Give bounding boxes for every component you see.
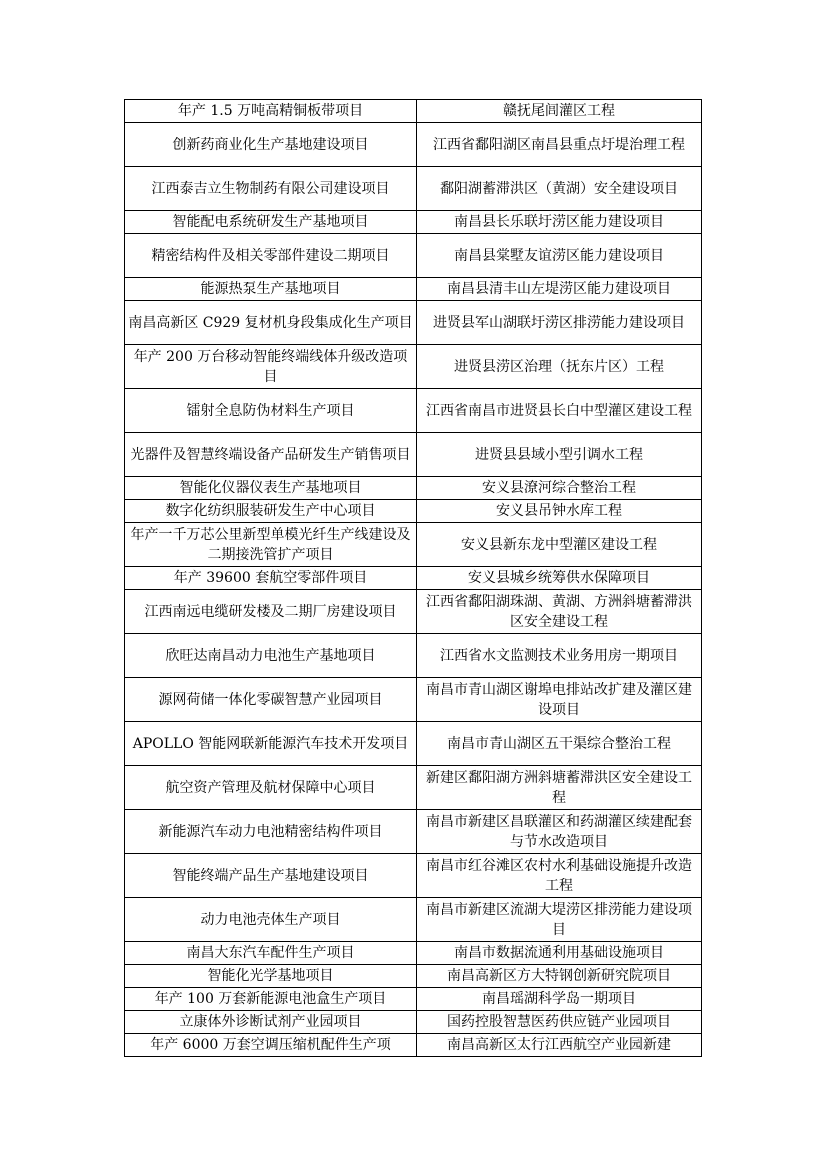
water-project-cell: 南昌县长乐联圩涝区能力建设项目: [417, 211, 702, 234]
water-project-cell: 南昌瑶湖科学岛一期项目: [417, 988, 702, 1011]
water-project-cell: 新建区鄱阳湖方洲斜塘蓄滞洪区安全建设工程: [417, 766, 702, 810]
table-row: [125, 678, 702, 722]
table-row: [125, 389, 702, 433]
water-project-cell: 安义县新东龙中型灌区建设工程: [417, 523, 702, 567]
water-project-cell: 南昌市青山湖区谢埠电排站改扩建及灌区建设项目: [417, 678, 702, 722]
industrial-project-cell: 江西南远电缆研发楼及二期厂房建设项目: [125, 590, 417, 634]
project-table: [124, 99, 702, 1057]
industrial-project-cell: 镭射全息防伪材料生产项目: [125, 389, 417, 433]
industrial-project-cell: 新能源汽车动力电池精密结构件项目: [125, 810, 417, 854]
industrial-project-cell: 南昌大东汽车配件生产项目: [125, 942, 417, 965]
table-body: [125, 100, 702, 1057]
water-project-cell: 南昌市青山湖区五干渠综合整治工程: [417, 722, 702, 766]
industrial-project-cell: 年产 1.5 万吨高精铜板带项目: [125, 100, 417, 123]
water-project-cell: 南昌市数据流通利用基础设施项目: [417, 942, 702, 965]
industrial-project-cell: 航空资产管理及航材保障中心项目: [125, 766, 417, 810]
industrial-project-cell: 智能配电系统研发生产基地项目: [125, 211, 417, 234]
industrial-project-cell: 光器件及智慧终端设备产品研发生产销售项目: [125, 433, 417, 477]
table-row: [125, 965, 702, 988]
water-project-cell: 江西省水文监测技术业务用房一期项目: [417, 634, 702, 678]
industrial-project-cell: 南昌高新区 C929 复材机身段集成化生产项目: [125, 301, 417, 345]
industrial-project-cell: 创新药商业化生产基地建设项目: [125, 123, 417, 167]
table-row: [125, 477, 702, 500]
table-row: [125, 123, 702, 167]
water-project-cell: 南昌高新区太行江西航空产业园新建: [417, 1034, 702, 1057]
table-row: [125, 854, 702, 898]
industrial-project-cell: 智能化仪器仪表生产基地项目: [125, 477, 417, 500]
water-project-cell: 安义县潦河综合整治工程: [417, 477, 702, 500]
water-project-cell: 江西省鄱阳湖珠湖、黄湖、方洲斜塘蓄滞洪区安全建设工程: [417, 590, 702, 634]
water-project-cell: 南昌市红谷滩区农村水利基础设施提升改造工程: [417, 854, 702, 898]
water-project-cell: 安义县吊钟水库工程: [417, 500, 702, 523]
table-row: [125, 634, 702, 678]
table-row: [125, 301, 702, 345]
table-row: [125, 810, 702, 854]
water-project-cell: 进贤县涝区治理（抚东片区）工程: [417, 345, 702, 389]
table-row: [125, 234, 702, 278]
water-project-cell: 南昌市新建区流湖大堤涝区排涝能力建设项目: [417, 898, 702, 942]
table-row: [125, 898, 702, 942]
industrial-project-cell: 立康体外诊断试剂产业园项目: [125, 1011, 417, 1034]
industrial-project-cell: 数字化纺织服装研发生产中心项目: [125, 500, 417, 523]
table-row: [125, 433, 702, 477]
water-project-cell: 赣抚尾闾灌区工程: [417, 100, 702, 123]
water-project-cell: 南昌高新区方大特钢创新研究院项目: [417, 965, 702, 988]
table-row: [125, 523, 702, 567]
industrial-project-cell: 年产 6000 万套空调压缩机配件生产项: [125, 1034, 417, 1057]
water-project-cell: 国药控股智慧医药供应链产业园项目: [417, 1011, 702, 1034]
industrial-project-cell: 年产 39600 套航空零部件项目: [125, 567, 417, 590]
table-row: [125, 211, 702, 234]
table-row: [125, 766, 702, 810]
industrial-project-cell: 欣旺达南昌动力电池生产基地项目: [125, 634, 417, 678]
industrial-project-cell: 动力电池壳体生产项目: [125, 898, 417, 942]
water-project-cell: 南昌市新建区昌联灌区和药湖灌区续建配套与节水改造项目: [417, 810, 702, 854]
industrial-project-cell: 精密结构件及相关零部件建设二期项目: [125, 234, 417, 278]
industrial-project-cell: APOLLO 智能网联新能源汽车技术开发项目: [125, 722, 417, 766]
industrial-project-cell: 智能化光学基地项目: [125, 965, 417, 988]
industrial-project-cell: 能源热泵生产基地项目: [125, 278, 417, 301]
water-project-cell: 安义县城乡统筹供水保障项目: [417, 567, 702, 590]
water-project-cell: 进贤县县域小型引调水工程: [417, 433, 702, 477]
water-project-cell: 南昌县棠墅友谊涝区能力建设项目: [417, 234, 702, 278]
table-row: [125, 345, 702, 389]
industrial-project-cell: 源网荷储一体化零碳智慧产业园项目: [125, 678, 417, 722]
table-row: [125, 278, 702, 301]
industrial-project-cell: 年产 100 万套新能源电池盒生产项目: [125, 988, 417, 1011]
water-project-cell: 鄱阳湖蓄滞洪区（黄湖）安全建设项目: [417, 167, 702, 211]
table-row: [125, 1011, 702, 1034]
water-project-cell: 进贤县军山湖联圩涝区排涝能力建设项目: [417, 301, 702, 345]
table-row: [125, 942, 702, 965]
table-row: [125, 567, 702, 590]
industrial-project-cell: 年产 200 万台移动智能终端线体升级改造项目: [125, 345, 417, 389]
table-row: [125, 1034, 702, 1057]
table-row: [125, 500, 702, 523]
table-row: [125, 722, 702, 766]
industrial-project-cell: 年产一千万芯公里新型单模光纤生产线建设及二期接洗管扩产项目: [125, 523, 417, 567]
industrial-project-cell: 江西泰吉立生物制药有限公司建设项目: [125, 167, 417, 211]
table-row: [125, 100, 702, 123]
water-project-cell: 江西省南昌市进贤县长白中型灌区建设工程: [417, 389, 702, 433]
industrial-project-cell: 智能终端产品生产基地建设项目: [125, 854, 417, 898]
water-project-cell: 南昌县清丰山左堤涝区能力建设项目: [417, 278, 702, 301]
table-row: [125, 590, 702, 634]
table-row: [125, 167, 702, 211]
water-project-cell: 江西省鄱阳湖区南昌县重点圩堤治理工程: [417, 123, 702, 167]
table-row: [125, 988, 702, 1011]
